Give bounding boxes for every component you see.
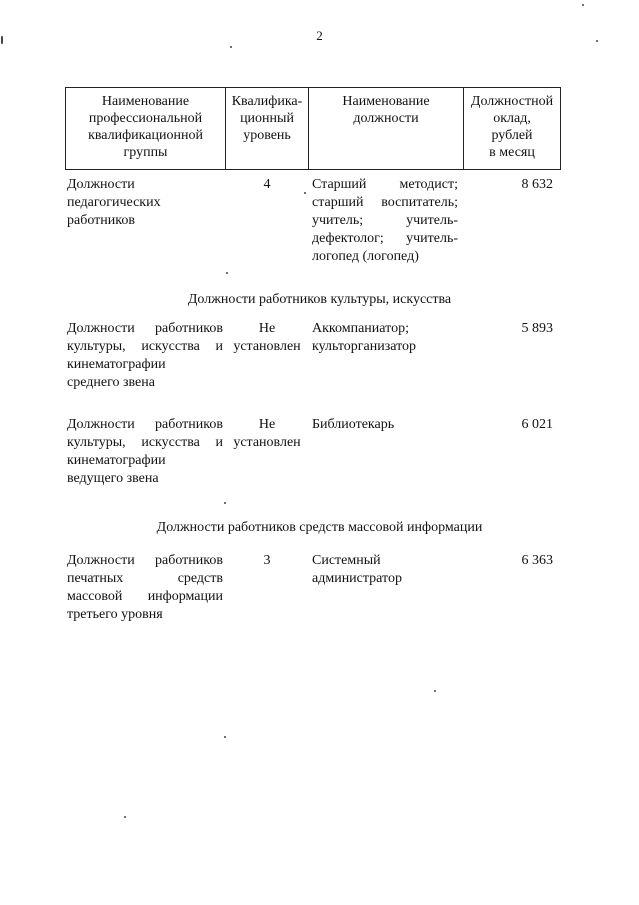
professional-group: Должности педагогических работников <box>67 177 161 228</box>
qualification-level: 3 <box>263 553 271 568</box>
scan-speck <box>304 192 306 194</box>
section-title-culture: Должности работников культуры, искусства <box>187 292 452 307</box>
qualification-level: Не установлен <box>233 417 301 450</box>
position-names: Старший методист; старший воспитатель; учитель; учитель- дефектолог; учитель- логопед (логопед) <box>312 177 458 264</box>
scan-speck <box>434 690 436 692</box>
page-number: 2 <box>316 28 323 43</box>
position-names: Библиотекарь <box>312 417 395 432</box>
qualification-level: Не установлен <box>233 321 301 354</box>
salary-value: 8 632 <box>521 177 553 192</box>
position-names: Системный администратор <box>312 553 402 586</box>
qualification-level: 4 <box>263 177 271 192</box>
header-group-name: Наименование профессиональной квалификационной группы <box>66 88 226 170</box>
professional-group: Должности работников культуры, искусства и кинематографии ведущего звена <box>67 417 223 486</box>
scan-speck <box>226 272 228 274</box>
header-row <box>66 88 561 170</box>
professional-group: Должности работников печатных средств массовой информации третьего уровня <box>67 553 223 622</box>
salary-value: 6 363 <box>521 553 553 568</box>
scan-speck <box>124 816 126 818</box>
header-salary: Должностной оклад, рублей в месяц <box>464 88 561 170</box>
salary-value: 6 021 <box>521 417 553 432</box>
header-qualification-level: Квалифика- ционный уровень <box>226 88 309 170</box>
scan-speck <box>224 736 226 738</box>
scan-speck <box>596 40 598 42</box>
scan-speck <box>582 4 584 6</box>
position-names: Аккомпаниатор; культорганизатор <box>312 321 417 354</box>
professional-group: Должности работников культуры, искусства и кинематографии среднего звена <box>67 321 223 390</box>
section-title-media: Должности работников средств массовой информации <box>156 520 483 535</box>
scan-speck <box>230 46 232 48</box>
scan-speck <box>1 36 3 44</box>
salary-value: 5 893 <box>521 321 553 336</box>
header-table <box>65 87 561 170</box>
header-position-name: Наименование должности <box>309 88 464 170</box>
scan-speck <box>224 502 226 504</box>
